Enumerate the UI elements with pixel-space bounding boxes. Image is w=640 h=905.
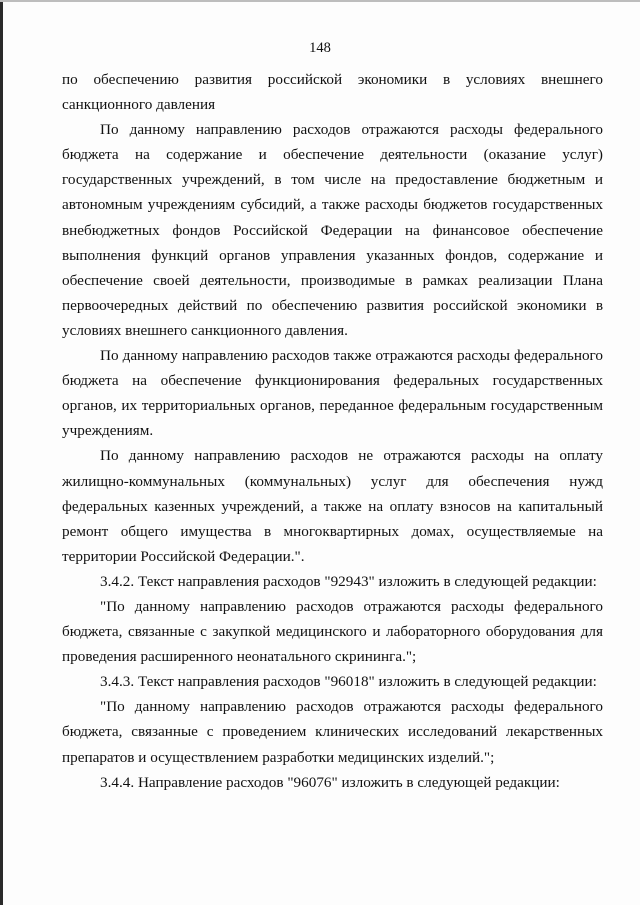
paragraph: По данному направлению расходов отражаются расходы федерального бюджета на содержание и обеспечение деятельности (оказание услуг) государственных учреждений, в том числе на предоставление бюджетным и автономным учреждениям субсидий, а также расходы бюджетов государственных внебюджетных фондов Российской Федерации на финансовое обеспечение выполнения функций органов управления указанных фондов, содержание и обеспечение своей деятельности, производимые в рамках реализации Плана первоочередных действий по обеспечению развития российской экономики в условиях внешнего санкционного давления. <box>62 121 603 339</box>
page-number: 148 <box>309 40 331 56</box>
paragraph-clause-3-4-2: 3.4.2. Текст направления расходов "92943" изложить в следующей редакции: <box>100 572 597 590</box>
paragraph-clause-3-4-3: 3.4.3. Текст направления расходов "96018" изложить в следующей редакции: <box>100 673 597 691</box>
body-text <box>62 67 603 795</box>
paragraph: По данному направлению расходов также отражаются расходы федерального бюджета на обеспечение функционирования федеральных государственных органов, их территориальных органов, переданное федеральным государственным учреждениям. <box>62 347 603 440</box>
scan-edge-left <box>0 0 3 905</box>
paragraph-continuation: по обеспечению развития российской экономики в условиях внешнего санкционного давления <box>62 71 603 114</box>
paragraph-clause-3-4-4: 3.4.4. Направление расходов "96076" изложить в следующей редакции: <box>100 773 560 791</box>
scan-edge-top <box>0 0 640 2</box>
paragraph-quote: "По данному направлению расходов отражаются расходы федерального бюджета, связанные с закупкой медицинского и лабораторного оборудования для проведения расширенного неонатального скрининга."; <box>62 597 603 666</box>
paragraph: По данному направлению расходов не отражаются расходы на оплату жилищно-коммунальных (коммунальных) услуг для обеспечения нужд федеральных казенных учреждений, а также на оплату взносов на капитальный ремонт общего имущества в многоквартирных домах, осуществляемые на территории Российской Федерации.". <box>62 447 603 565</box>
paragraph-quote: "По данному направлению расходов отражаются расходы федерального бюджета, связанные с проведением клинических исследований лекарственных препаратов и осуществлением разработки медицинских изделий."; <box>62 698 603 766</box>
